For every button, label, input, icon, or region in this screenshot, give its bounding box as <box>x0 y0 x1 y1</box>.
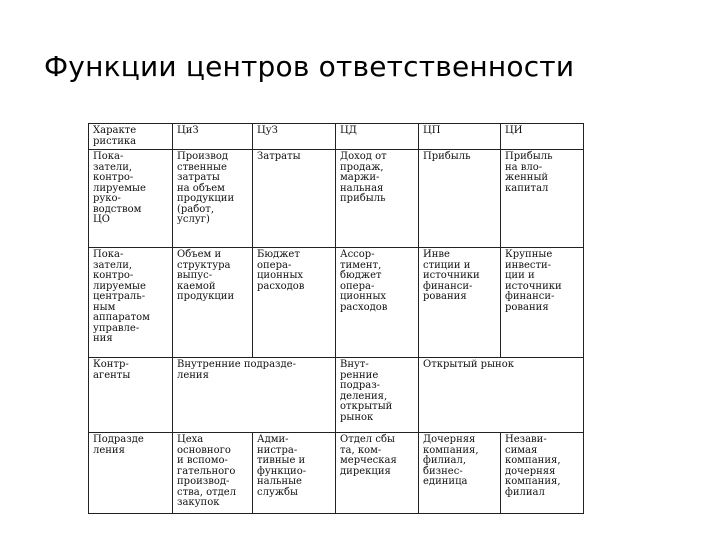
table-cell: Ассор- тимент, бюджет опера- ционных расходов <box>336 248 419 358</box>
row-label: Пока- затели, контро- лируемые централь- ным аппаратом управле- ния <box>89 248 173 358</box>
table-cell: Производ ственные затраты на объем продукции (работ, услуг) <box>173 150 253 248</box>
table-cell: Затраты <box>253 150 336 248</box>
table-cell: Доход от продаж, маржи- нальная прибыль <box>336 150 419 248</box>
table-cell: Прибыль на вло- женный капитал <box>501 150 584 248</box>
table-cell: Адми- нистра- тивные и функцио- нальные службы <box>253 433 336 514</box>
table-cell: Отдел сбы та, ком- мерческая дирекция <box>336 433 419 514</box>
row-label: Пока- затели, контро- лируемые руко- водством ЦО <box>89 150 173 248</box>
table-cell: Цеха основного и вспомо- гательного производ- ства, отдел закупок <box>173 433 253 514</box>
page-title: Функции центров ответственности <box>44 50 575 83</box>
responsibility-centers-table <box>88 123 584 514</box>
table-row <box>89 150 584 248</box>
row-label: Контр- агенты <box>89 358 173 433</box>
table-row <box>89 433 584 514</box>
table-row <box>89 358 584 433</box>
header-cost-center-production: ЦиЗ <box>173 124 253 150</box>
header-profit-center: ЦП <box>419 124 501 150</box>
table-cell: Прибыль <box>419 150 501 248</box>
table-header-row <box>89 124 584 150</box>
table-cell-internal-units: Внутренние подразде- ления <box>173 358 336 433</box>
table-cell: Незави- симая компания, дочерняя компания, филиал <box>501 433 584 514</box>
table-row <box>89 248 584 358</box>
table-cell: Бюджет опера- ционных расходов <box>253 248 336 358</box>
header-cost-center-management: ЦуЗ <box>253 124 336 150</box>
table-cell: Инве стиции и источники финанси- рования <box>419 248 501 358</box>
row-label: Подразде ления <box>89 433 173 514</box>
table-cell: Дочерняя компания, филиал, бизнес- единица <box>419 433 501 514</box>
header-revenue-center: ЦД <box>336 124 419 150</box>
table-cell-open-market: Открытый рынок <box>419 358 584 433</box>
header-characteristic: Характе ристика <box>89 124 173 150</box>
header-investment-center: ЦИ <box>501 124 584 150</box>
table-cell: Объем и структура выпус- каемой продукции <box>173 248 253 358</box>
table-cell: Крупные инвести- ции и источники финанси- рования <box>501 248 584 358</box>
table-cell-mixed: Внут- ренние подраз- деления, открытый рынок <box>336 358 419 433</box>
